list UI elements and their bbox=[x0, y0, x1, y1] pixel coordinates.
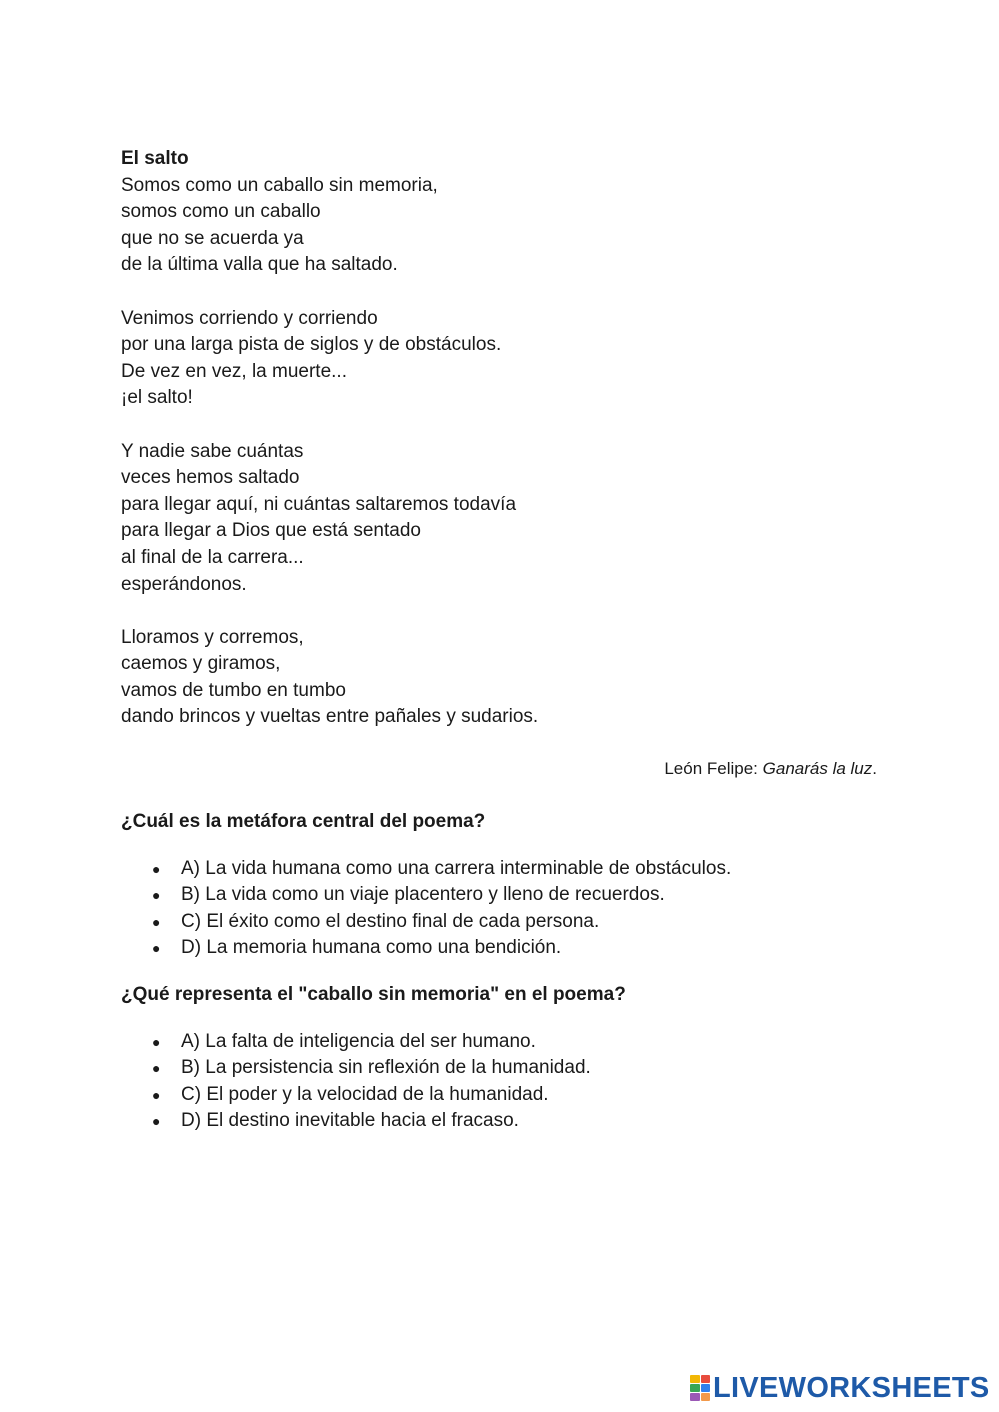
bullet-icon: ● bbox=[152, 1033, 161, 1050]
poem-line: para llegar aquí, ni cuántas saltaremos todavía bbox=[121, 493, 517, 515]
option-text: A) La vida humana como una carrera interminable de obstáculos. bbox=[181, 857, 732, 879]
option-text: B) La persistencia sin reflexión de la humanidad. bbox=[181, 1057, 591, 1079]
poem-line: Somos como un caballo sin memoria, bbox=[121, 174, 438, 196]
poem-stanza-1 bbox=[121, 173, 879, 279]
attribution-author: León Felipe: bbox=[664, 759, 763, 779]
poem-line: caemos y giramos, bbox=[121, 653, 281, 675]
answer-option[interactable] bbox=[121, 856, 879, 883]
answer-option[interactable] bbox=[121, 909, 879, 936]
answer-option[interactable] bbox=[121, 935, 879, 962]
poem-body bbox=[121, 173, 879, 731]
logo-text: LIVEWORKSHEETS bbox=[713, 1371, 990, 1404]
attribution-work: Ganarás la luz bbox=[762, 759, 873, 779]
poem-line: dando brincos y vueltas entre pañales y sudarios. bbox=[121, 706, 539, 728]
poem-line: que no se acuerda ya bbox=[121, 227, 304, 249]
poem-line: al final de la carrera... bbox=[121, 546, 304, 568]
poem-line: Lloramos y corremos, bbox=[121, 626, 304, 648]
attribution-end: . bbox=[872, 759, 877, 779]
question-1-options bbox=[121, 856, 879, 962]
question-2: ¿Qué representa el "caballo sin memoria" en el poema? bbox=[121, 984, 626, 1006]
poem-title: El salto bbox=[121, 148, 189, 169]
poem-line: ¡el salto! bbox=[121, 387, 193, 409]
option-text: B) La vida como un viaje placentero y lleno de recuerdos. bbox=[181, 884, 665, 906]
liveworksheets-logo[interactable] bbox=[690, 1372, 990, 1404]
poem-stanza-4 bbox=[121, 625, 879, 731]
option-text: C) El poder y la velocidad de la humanidad. bbox=[181, 1083, 549, 1105]
poem-line: vamos de tumbo en tumbo bbox=[121, 679, 346, 701]
bullet-icon: ● bbox=[152, 860, 161, 877]
poem-stanza-3 bbox=[121, 439, 879, 599]
logo-mark-icon bbox=[690, 1375, 710, 1401]
poem-attribution bbox=[121, 757, 879, 781]
bullet-icon: ● bbox=[152, 913, 161, 930]
poem-line: esperándonos. bbox=[121, 573, 247, 595]
option-text: C) El éxito como el destino final de cada persona. bbox=[181, 910, 600, 932]
question-1: ¿Cuál es la metáfora central del poema? bbox=[121, 811, 486, 833]
poem-line: Y nadie sabe cuántas bbox=[121, 440, 304, 462]
option-text: A) La falta de inteligencia del ser humano. bbox=[181, 1030, 536, 1052]
answer-option[interactable] bbox=[121, 1055, 879, 1082]
worksheet-page bbox=[121, 146, 879, 1135]
poem-line: veces hemos saltado bbox=[121, 467, 300, 489]
bullet-icon: ● bbox=[152, 887, 161, 904]
answer-option[interactable] bbox=[121, 1082, 879, 1109]
poem-line: para llegar a Dios que está sentado bbox=[121, 520, 421, 542]
answer-option[interactable] bbox=[121, 882, 879, 909]
option-text: D) La memoria humana como una bendición. bbox=[181, 937, 562, 959]
bullet-icon: ● bbox=[152, 1086, 161, 1103]
poem-stanza-2 bbox=[121, 306, 879, 412]
poem-line: Venimos corriendo y corriendo bbox=[121, 307, 378, 329]
answer-option[interactable] bbox=[121, 1108, 879, 1135]
poem-line: De vez en vez, la muerte... bbox=[121, 360, 347, 382]
logo-mark-block bbox=[690, 1375, 700, 1383]
logo-mark-block bbox=[690, 1393, 700, 1401]
poem-line: somos como un caballo bbox=[121, 201, 321, 223]
bullet-icon: ● bbox=[152, 1060, 161, 1077]
answer-option[interactable] bbox=[121, 1029, 879, 1056]
logo-mark-block bbox=[701, 1393, 711, 1401]
logo-mark-block bbox=[701, 1375, 711, 1383]
logo-mark-block bbox=[690, 1384, 700, 1392]
logo-mark-block bbox=[701, 1384, 711, 1392]
bullet-icon: ● bbox=[152, 1113, 161, 1130]
bullet-icon: ● bbox=[152, 940, 161, 957]
poem-line: de la última valla que ha saltado. bbox=[121, 254, 398, 276]
option-text: D) El destino inevitable hacia el fracaso. bbox=[181, 1110, 519, 1132]
poem-line: por una larga pista de siglos y de obstáculos. bbox=[121, 334, 502, 356]
question-2-options bbox=[121, 1029, 879, 1135]
